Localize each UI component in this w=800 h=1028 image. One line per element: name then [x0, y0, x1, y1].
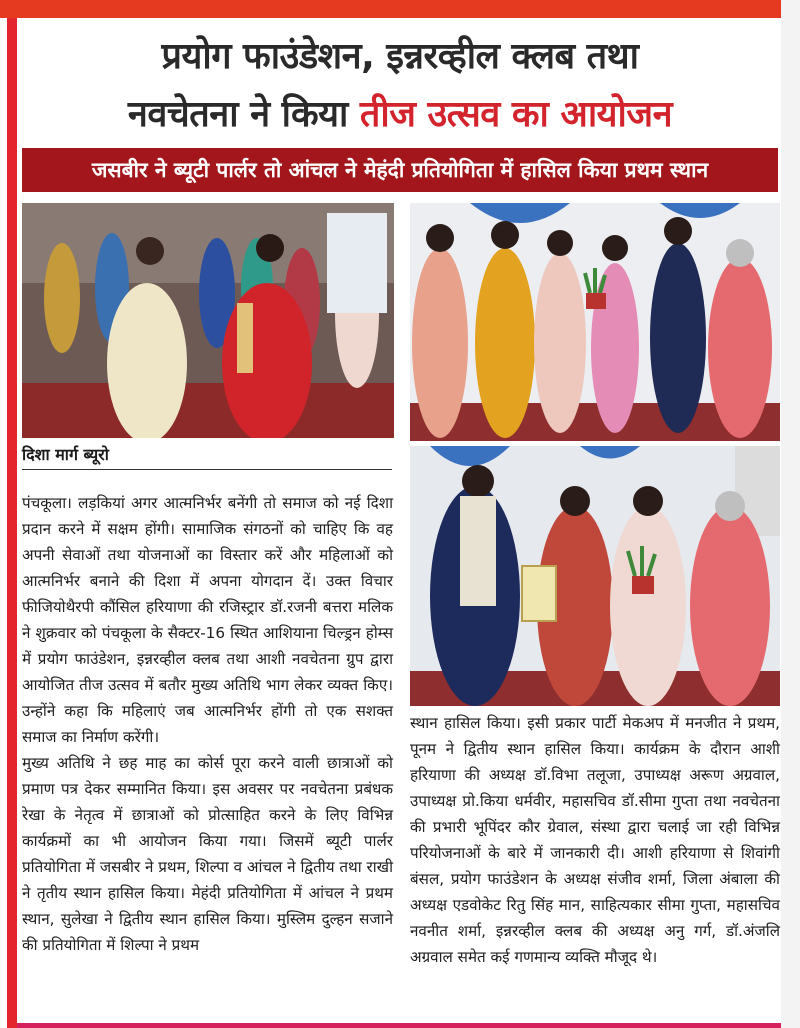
paragraph-2: मुख्य अतिथि ने छह माह का कोर्स पूरा करने वाली छात्राओं को प्रमाण पत्र देकर सम्मानित किया। इस अवसर पर नवचेतना प्रबंधक रेखा के नेतृत्व में छात्राओं को प्रोत्साहित करने के लिए विभिन्न कार्यक्रमों का भी आयोजन किया गया। जिसमें ब्यूटी पार्लर प्रतियोगिता में जसबीर ने प्रथम, शिल्पा व आंचल ने द्वितीय तथा राखी ने तृतीय स्थान हासिल किया। मेहंदी प्रतियोगिता में आंचल ने प्रथम स्थान, सुलेखा ने द्वितीय स्थान हासिल किया। मुस्लिम दुल्हन सजाने की प्रतियोगिता में शिल्पा ने प्रथम	[22, 754, 393, 954]
bottom-accent-bar	[17, 1023, 781, 1028]
photo-plant-presentation	[410, 203, 780, 441]
article-column-right	[410, 710, 780, 970]
photo-dance-performance	[22, 203, 394, 438]
paragraph-1: पंचकूला। लड़कियां अगर आत्मनिर्भर बनेंगी तो समाज को नई दिशा प्रदान करने में सक्षम होंगी। सामाजिक संगठनों को चाहिए कि वह अपनी सेवाओं तथा योजनाओं का विस्तार करें और महिलाओं को आत्मनिर्भर बनाने की दिशा में अपना योगदान दें। उक्त विचार फीजियोथैरपी कौंसिल हरियाणा की रजिस्ट्रार डॉ.रजनी बत्तरा मलिक ने शुक्रवार को पंचकूला के सैक्टर-16 स्थित आशियाना चिल्ड्रन होम्स में प्रयोग फाउंडेशन, इन्नरव्हील क्लब तथा आशी नवचेतना ग्रुप द्वारा आयोजित तीज उत्सव में बतौर मुख्य अतिथि भाग लेकर व्यक्त किए। उन्होंने कहा कि महिलाएं जब आत्मनिर्भर होंगी तो एक सशक्त समाज का निर्माण करेंगी।	[22, 494, 393, 746]
byline: दिशा मार्ग ब्यूरो	[22, 441, 392, 470]
subheadline: जसबीर ने ब्यूटी पार्लर तो आंचल ने मेहंदी प्रतियोगिता में हासिल किया प्रथम स्थान	[22, 148, 778, 192]
photo-certificate-presentation	[410, 446, 780, 706]
article-column-left	[22, 490, 393, 958]
headline-line-2-prefix: नवचेतना ने किया	[127, 94, 360, 135]
headline	[22, 28, 778, 144]
headline-highlight: तीज उत्सव का आयोजन	[359, 94, 673, 135]
left-accent-bar	[7, 18, 17, 1028]
top-accent-bar	[0, 0, 781, 18]
headline-line-2	[22, 86, 778, 144]
paragraph-3: स्थान हासिल किया। इसी प्रकार पार्टी मेकअप में मनजीत ने प्रथम, पूनम ने द्वितीय स्थान हासिल किया। कार्यक्रम के दौरान आशी हरियाणा की अध्यक्ष डॉ.विभा तलूजा, उपाध्यक्ष अरूण अग्रवाल, उपाध्यक्ष प्रो.किया धर्मवीर, महासचिव डॉ.सीमा गुप्ता तथा नवचेतना की प्रभारी भूपिंदर कौर ग्रेवाल, संस्था द्वारा चलाई जा रही विभिन्न परियोजनाओं के बारे में जानकारी दी। आशी हरियाणा से शिवांगी बंसल, प्रयोग फाउंडेशन के अध्यक्ष संजीव शर्मा, जिला अंबाला की अध्यक्ष एडवोकेट रितु सिंह मान, साहित्यकार सीमा गुप्ता, महासचिव नवनीत शर्मा, इन्नरव्हील क्लब की अध्यक्ष अनु गर्ग, डॉ.अंजलि अग्रवाल समेत कई गणमान्य व्यक्ति मौजूद थे।	[410, 714, 780, 966]
page-edge	[781, 0, 800, 1028]
headline-line-1: प्रयोग फाउंडेशन, इन्नरव्हील क्लब तथा	[161, 36, 639, 77]
